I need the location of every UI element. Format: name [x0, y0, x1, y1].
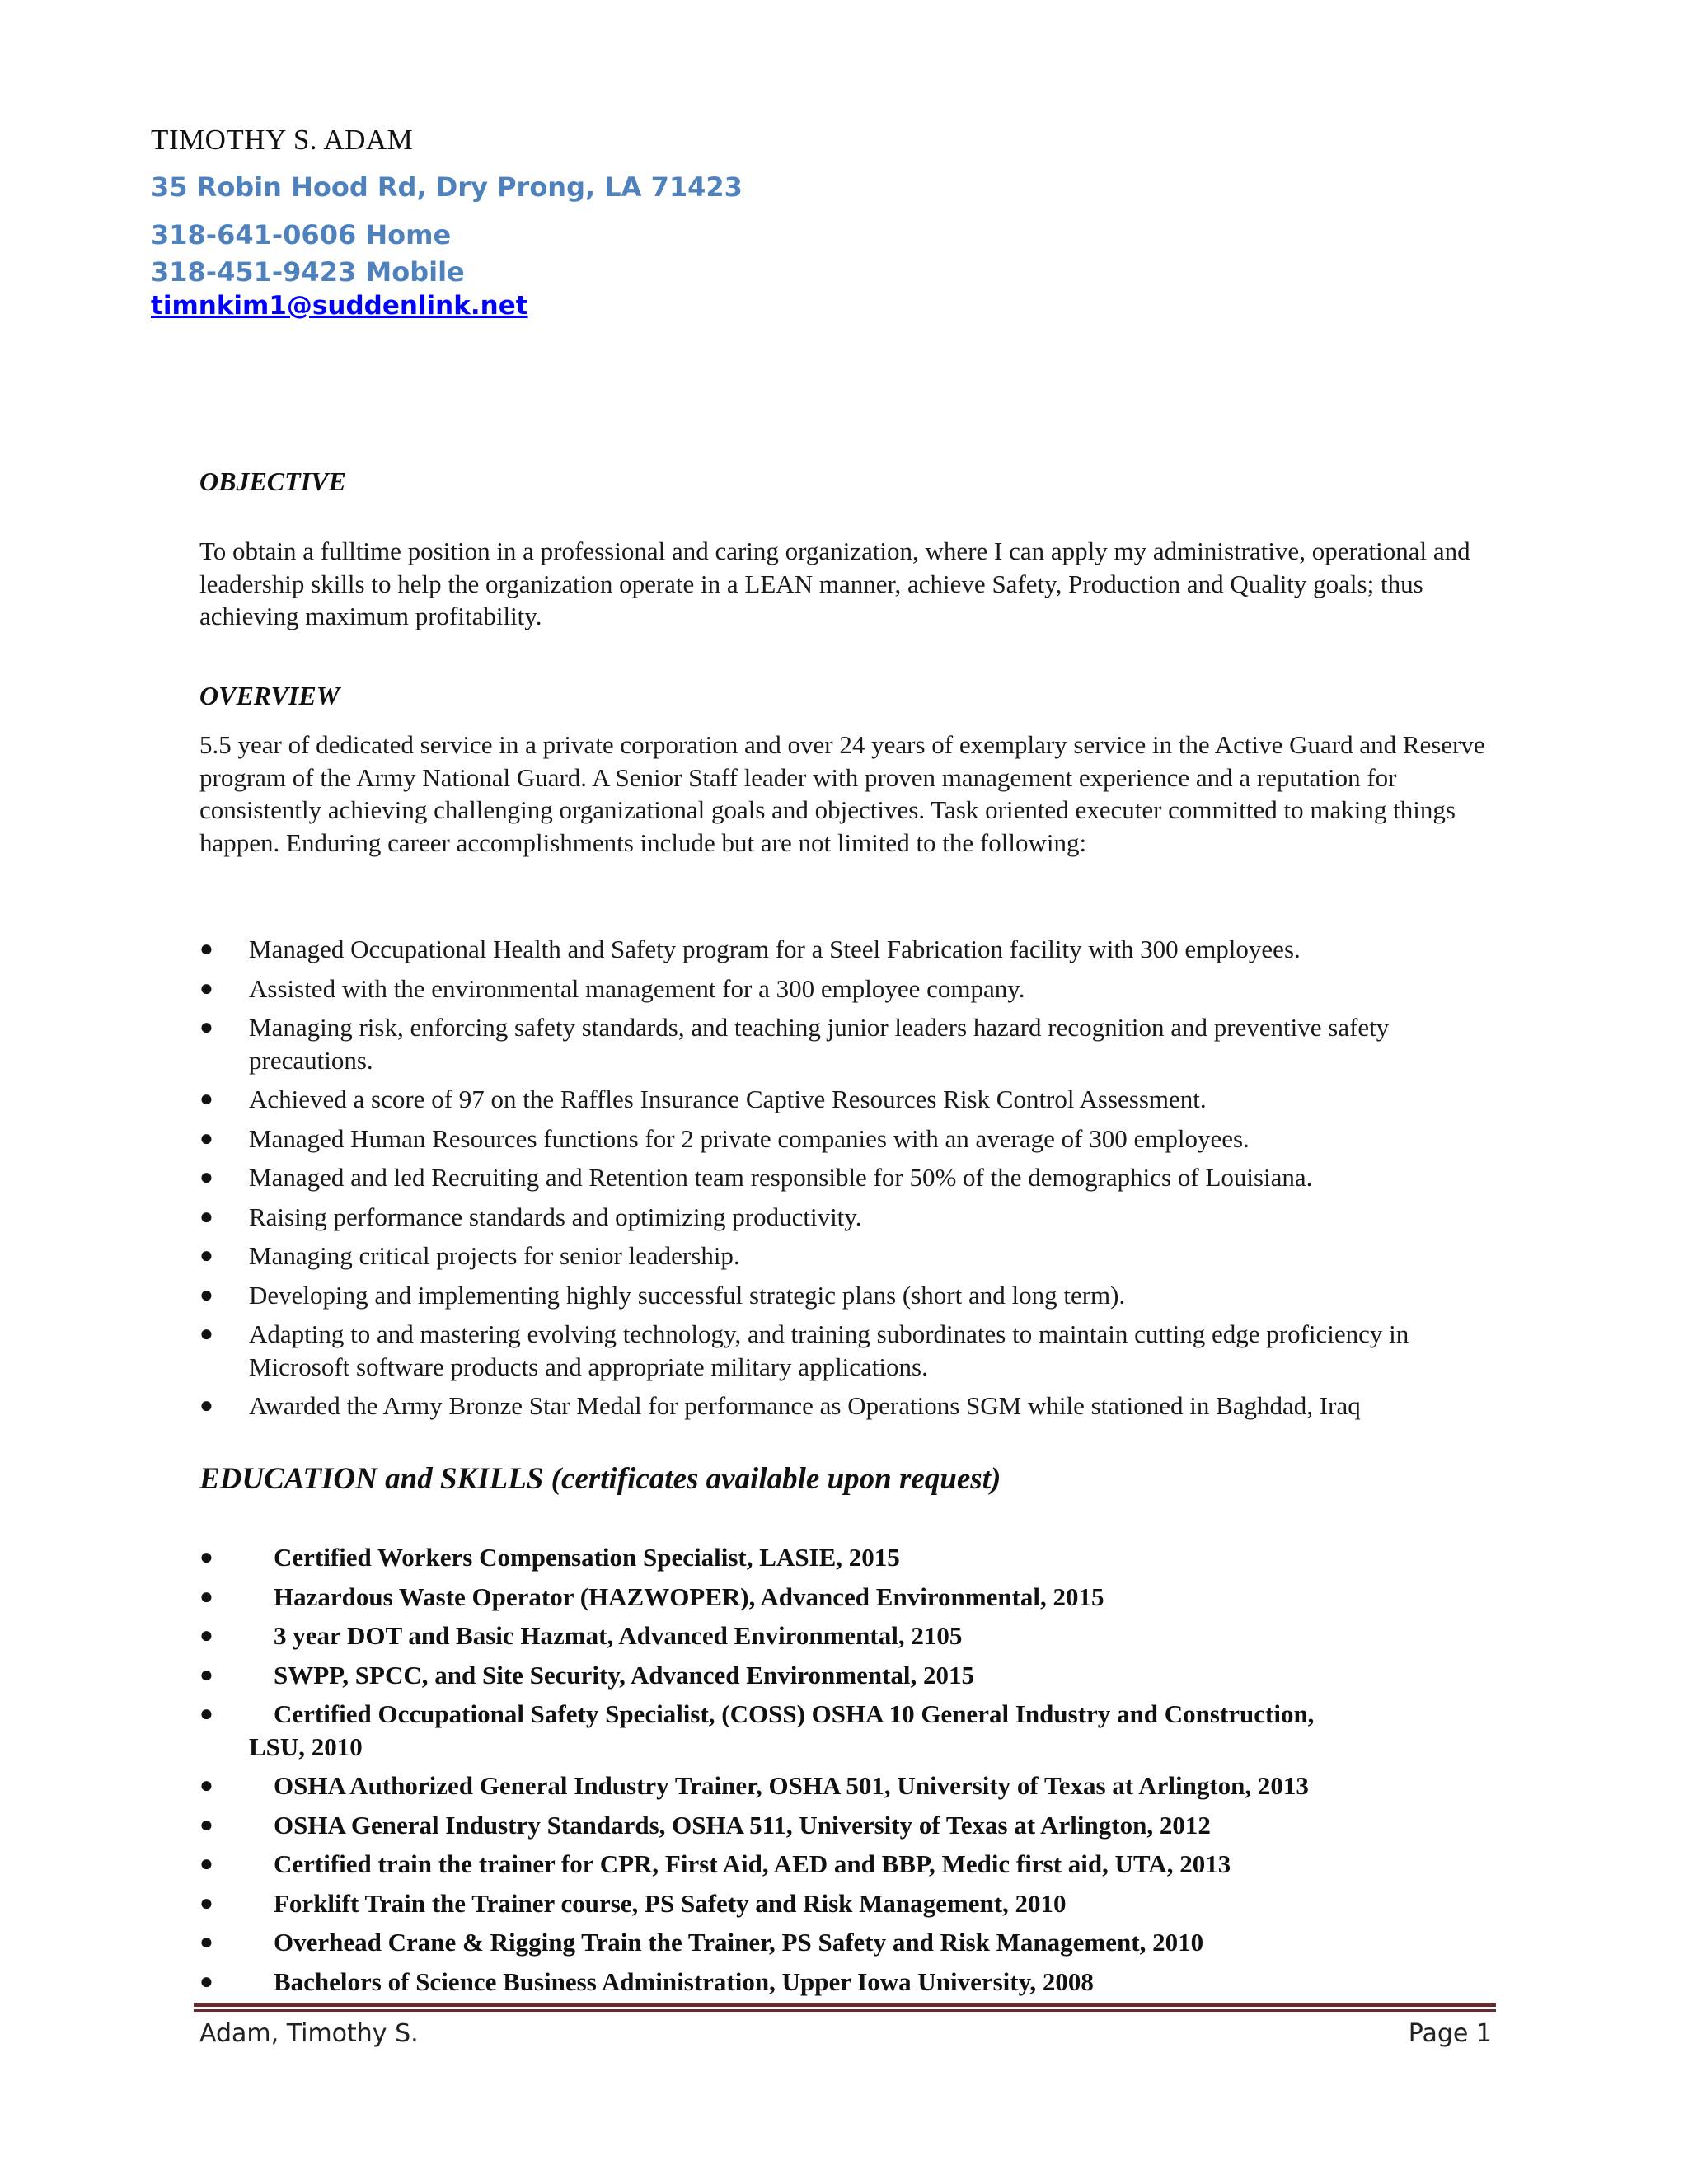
list-item [199, 1240, 1502, 1272]
list-item-text: Managing critical projects for senior leadership. [249, 1241, 740, 1270]
bullet-icon: ● [199, 1393, 213, 1418]
list-item-text: Managing risk, enforcing safety standards, and teaching junior leaders hazard recognition and preventive safety precautions. [249, 1013, 1390, 1075]
list-item [199, 1201, 1502, 1234]
bullet-icon: ● [199, 1890, 213, 1916]
list-item-text: Managed and led Recruiting and Retention team responsible for 50% of the demographics of Louisiana. [249, 1163, 1313, 1192]
footer-author: Adam, Timothy S. [199, 2019, 419, 2048]
footer-divider-thick [194, 2003, 1496, 2007]
bullet-icon: ● [199, 1203, 213, 1230]
list-item-text: Certified Occupational Safety Specialist, (COSS) OSHA 10 General Industry and Construction, [274, 1699, 1315, 1728]
list-item-text: Adapting to and mastering evolving technology, and training subordinates to maintain cutting edge proficiency in Microsoft software products and appropriate military applications. [249, 1319, 1409, 1381]
list-item-text: Certified Workers Compensation Specialist, LASIE, 2015 [274, 1543, 900, 1572]
list-item-text: Managed Human Resources functions for 2 private companies with an average of 300 employees. [249, 1123, 1250, 1153]
overview-bullet-list [199, 933, 1502, 1429]
list-item [199, 1619, 1502, 1652]
list-item-text: SWPP, SPCC, and Site Security, Advanced Environmental, 2015 [274, 1660, 975, 1690]
list-item [199, 1541, 1502, 1574]
candidate-name: TIMOTHY S. ADAM [151, 124, 414, 156]
objective-heading: OBJECTIVE [199, 466, 346, 496]
list-item [199, 1809, 1502, 1842]
bullet-icon: ● [199, 1321, 213, 1347]
footer-divider [194, 2003, 1496, 2013]
list-item-text-continued: LSU, 2010 [249, 1732, 363, 1761]
list-item-text: Hazardous Waste Operator (HAZWOPER), Advanced Environmental, 2015 [274, 1582, 1104, 1611]
list-item [199, 1659, 1502, 1692]
bullet-icon: ● [199, 1583, 213, 1610]
bullet-icon: ● [199, 936, 213, 962]
list-item-text: Developing and implementing highly successful strategic plans (short and long term). [249, 1280, 1126, 1310]
list-item-text: OSHA General Industry Standards, OSHA 511, University of Texas at Arlington, 2012 [274, 1810, 1211, 1840]
list-item [199, 1769, 1502, 1802]
list-item [199, 1161, 1502, 1194]
list-item [199, 1279, 1502, 1312]
email-link[interactable]: timnkim1@suddenlink.net [151, 291, 528, 321]
overview-heading: OVERVIEW [199, 681, 340, 710]
education-list [199, 1541, 1502, 2004]
list-item [199, 933, 1502, 966]
education-heading: EDUCATION and SKILLS (certificates available upon request) [199, 1462, 1001, 1496]
bullet-icon: ● [199, 1282, 213, 1308]
bullet-icon: ● [199, 1015, 213, 1040]
address: 35 Robin Hood Rd, Dry Prong, LA 71423 [151, 171, 743, 203]
list-item-text: OSHA Authorized General Industry Trainer, OSHA 501, University of Texas at Arlington, 2013 [274, 1771, 1309, 1800]
list-item-text: Forklift Train the Trainer course, PS Safety and Risk Management, 2010 [274, 1888, 1067, 1918]
overview-text: 5.5 year of dedicated service in a private corporation and over 24 years of exemplary service in the Active Guard and Reserve program of the Army National Guard. A Senior Staff leader with proven management experience and a reputation for consistently achieving challenging organizational goals and objectives. Task oriented executer committed to making things happen. Enduring career accomplishments include but are not limited to the following: [199, 730, 1485, 857]
list-item [199, 972, 1502, 1005]
list-item-text: Raising performance standards and optimizing productivity. [249, 1202, 862, 1231]
bullet-icon: ● [199, 1968, 213, 1994]
page-number: Page 1 [1408, 2019, 1492, 2048]
list-item-text: Assisted with the environmental management for a 300 employee company. [249, 973, 1025, 1003]
list-item [199, 1698, 1502, 1763]
list-item [199, 1926, 1502, 1959]
list-item-text: Bachelors of Science Business Administration, Upper Iowa University, 2008 [274, 1966, 1094, 1996]
phone-home: 318-641-0606 Home [151, 219, 452, 251]
bullet-icon: ● [199, 1125, 213, 1151]
bullet-icon: ● [199, 1701, 213, 1727]
list-item-text: Certified train the trainer for CPR, First Aid, AED and BBP, Medic first aid, UTA, 2013 [274, 1849, 1231, 1878]
list-item [199, 1848, 1502, 1881]
list-item [199, 1581, 1502, 1614]
list-item-text: Achieved a score of 97 on the Raffles Insurance Captive Resources Risk Control Assessment. [249, 1085, 1207, 1113]
list-item [199, 1390, 1502, 1422]
bullet-icon: ● [199, 1544, 213, 1570]
list-item [199, 1966, 1502, 1999]
list-item-text: 3 year DOT and Basic Hazmat, Advanced Environmental, 2105 [274, 1621, 963, 1650]
list-item [199, 1122, 1502, 1155]
bullet-icon: ● [199, 975, 213, 1001]
bullet-icon: ● [199, 1811, 213, 1838]
bullet-icon: ● [199, 1773, 213, 1798]
bullet-icon: ● [199, 1661, 213, 1688]
list-item [199, 1887, 1502, 1920]
list-item-text: Managed Occupational Health and Safety program for a Steel Fabrication facility with 300 employees. [249, 935, 1301, 963]
phone-mobile: 318-451-9423 Mobile [151, 256, 465, 288]
objective-text: To obtain a fulltime position in a professional and caring organization, where I can apply my administrative, operational and leadership skills to help the organization operate in a LEAN manner, achieve Safety, Production and Quality goals; thus achieving maximum profitability. [199, 537, 1470, 630]
list-item [199, 1011, 1502, 1076]
list-item [199, 1083, 1502, 1116]
bullet-icon: ● [199, 1243, 213, 1268]
bullet-icon: ● [199, 1851, 213, 1877]
list-item-text: Awarded the Army Bronze Star Medal for performance as Operations SGM while stationed in Baghdad, Iraq [249, 1391, 1361, 1420]
bullet-icon: ● [199, 1929, 213, 1955]
list-item-text: Overhead Crane & Rigging Train the Trainer, PS Safety and Risk Management, 2010 [274, 1928, 1204, 1957]
bullet-icon: ● [199, 1165, 213, 1190]
footer-divider-thin [194, 2009, 1496, 2012]
bullet-icon: ● [199, 1623, 213, 1648]
bullet-icon: ● [199, 1086, 213, 1112]
list-item [199, 1318, 1502, 1383]
